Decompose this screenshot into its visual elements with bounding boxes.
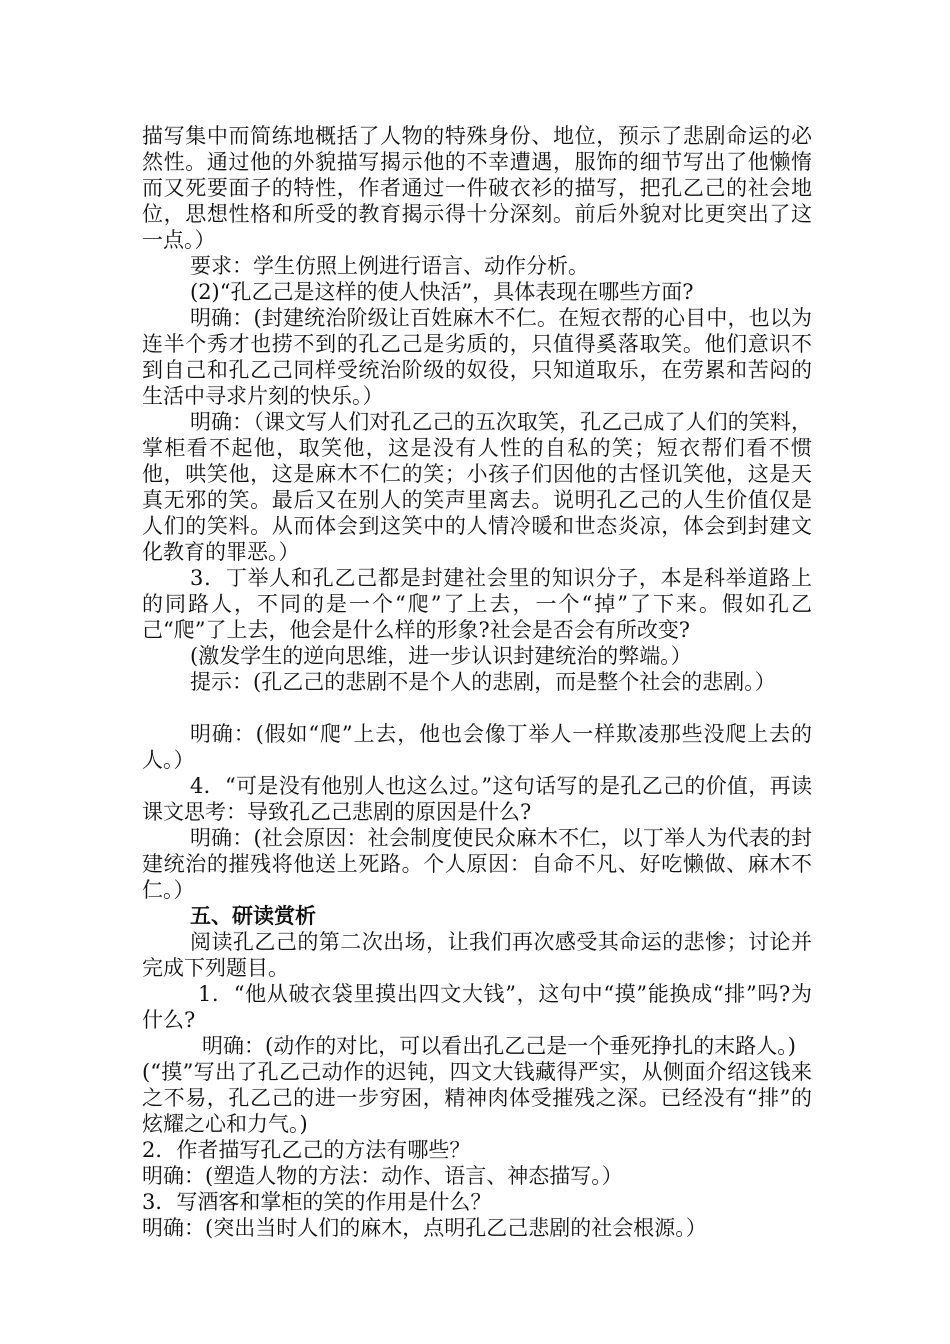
section-5-answer-3: 明确：(突出当时人们的麻木，点明孔乙己悲剧的社会根源。） bbox=[142, 1216, 707, 1240]
answer-2b: 明确：（课文写人们对孔乙己的五次取笑，孔乙己成了人们的笑料，掌柜看不起他，取笑他，这是没有人性的自私的笑；短衣帮们看不惯他，哄笑他，这是麻木不仁的笑；小孩子们因他的古怪讥笑他，这是天真无邪的笑。最后又在别人的笑声里离去。说明孔乙己的人生价值仅是人们的笑料。从而体会到这笑中的人情冷暖和世态炎凉，体会到封建文化教育的罪恶。） bbox=[142, 410, 812, 564]
answer-4: 明确：(社会原因：社会制度使民众麻木不仁，以丁举人为代表的封建统治的摧残将他送上死路。个人原因：自命不凡、好吃懒做、麻木不仁。） bbox=[142, 826, 812, 902]
note-3: (激发学生的逆向思维，进一步认识封建统治的弊端。） bbox=[190, 644, 692, 668]
document-body bbox=[142, 123, 812, 1241]
question-4: 4．“可是没有他别人也这么过。”这句话写的是孔乙己的价值，再读课文思考：导致孔乙己悲剧的原因是什么? bbox=[142, 774, 812, 824]
section-5-intro: 阅读孔乙己的第二次出场，让我们再次感受其命运的悲惨；讨论并完成下列题目。 bbox=[142, 930, 812, 980]
section-5-answer-1: 明确：(动作的对比，可以看出孔乙己是一个垂死挣扎的末路人。) bbox=[202, 1034, 796, 1058]
section-5-question-1: 1．“他从破衣袋里摸出四文大钱”，这句中“摸”能换成“排”吗?为什么? bbox=[142, 982, 812, 1032]
section-heading-5: 五、研读赏析 bbox=[190, 903, 316, 928]
answer-2a: 明确：(封建统治阶级让百姓麻木不仁。在短衣帮的心目中，也以为连半个秀才也捞不到的孔乙己是劣质的，只值得奚落取笑。他们意识不到自己和孔乙己同样受统治阶级的奴役，只知道取乐，在劳累和苦闷的生活中寻求片刻的快乐。） bbox=[142, 306, 812, 408]
answer-3: 明确：(假如“爬”上去，他也会像丁举人一样欺凌那些没爬上去的人。） bbox=[142, 722, 812, 772]
section-5-explanation-1: (“摸”写出了孔乙己动作的迟钝，四文大钱藏得严实，从侧面介绍这钱来之不易，孔乙己的进一步穷困，精神肉体受摧残之深。已经没有“排”的炫耀之心和力气。) bbox=[142, 1060, 812, 1136]
section-5-question-3: 3．写酒客和掌柜的笑的作用是什么？ bbox=[142, 1190, 492, 1214]
paragraph-requirement: 要求：学生仿照上例进行语言、动作分析。 bbox=[190, 254, 589, 278]
hint-3: 提示：(孔乙己的悲剧不是个人的悲剧，而是整个社会的悲剧。） bbox=[190, 670, 776, 694]
section-5-answer-2: 明确：(塑造人物的方法：动作、语言、神态描写。） bbox=[142, 1164, 623, 1188]
section-5-question-2: 2．作者描写孔乙己的方法有哪些？ bbox=[142, 1138, 471, 1162]
question-2: (2)“孔乙己是这样的使人快活”，具体表现在哪些方面? bbox=[190, 280, 694, 304]
question-3: 3．丁举人和孔乙己都是封建社会里的知识分子，本是科举道路上的同路人，不同的是一个“爬”了上去，一个“掉”了下来。假如孔乙己“爬”了上去，他会是什么样的形象?社会是否会有所改变? bbox=[142, 566, 812, 642]
paragraph-appearance-analysis: 描写集中而简练地概括了人物的特殊身份、地位，预示了悲剧命运的必然性。通过他的外貌描写揭示他的不幸遭遇，服饰的细节写出了他懒惰而又死要面子的特性，作者通过一件破衣衫的描写，把孔乙己的社会地位，思想性格和所受的教育揭示得十分深刻。前后外貌对比更突出了这一点。） bbox=[142, 124, 812, 252]
